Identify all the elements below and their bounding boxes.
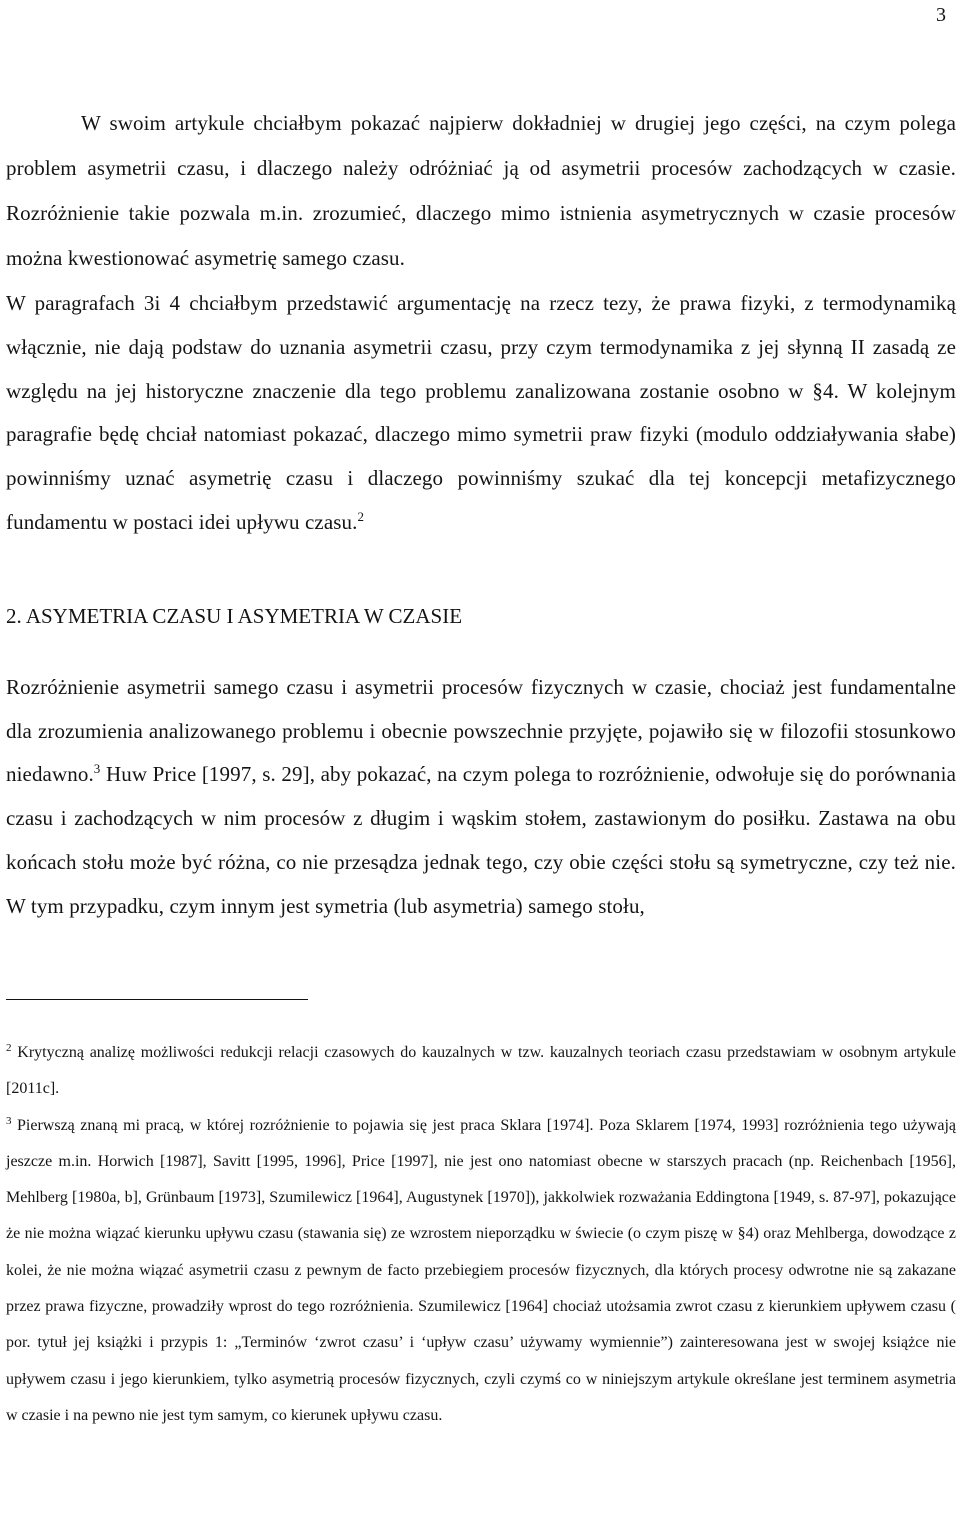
section-heading: 2. ASYMETRIA CZASU I ASYMETRIA W CZASIE	[6, 604, 463, 628]
footnote-3	[6, 1108, 956, 1435]
paragraph-intro: W swoim artykule chciałbym pokazać najpierw dokładniej w drugiej jego części, na czym polega problem asymetrii czasu, i dlaczego należy odróżniać ją od asymetrii procesów zachodzących w czasie. Rozróżnienie takie pozwala m.in. zrozumieć, dlaczego mimo istnienia asymetrycznych w czasie procesów można kwestionować asymetrię samego czasu.	[6, 111, 956, 270]
paragraph-section-2-text-b: Huw Price [1997, s. 29], aby pokazać, na czym polega to rozróżnienie, odwołuje się do porównania czasu i zachodzących w nim procesów z długim i wąskim stołem, zastawionym do posiłku. Zastawa na obu końcach stołu może być różna, co nie przesądza jednak tego, czy obie części stołu są symetryczne, czy też nie. W tym przypadku, czym innym jest symetria (lub asymetria) samego stołu,	[6, 762, 956, 918]
footnote-text: Krytyczną analizę możliwości redukcji relacji czasowych do kauzalnych w tzw. kauzalnych teoriach czasu przedstawiam w osobnym artykule [2011c].	[6, 1044, 956, 1098]
page-number: 3	[936, 4, 946, 26]
footnote-text: Pierwszą znaną mi pracą, w której rozróżnienie to pojawia się jest praca Sklara [1974]. Poza Sklarem [1974, 1993] rozróżnienia tego używają jeszcze m.in. Horwich [1987], Savitt [1995, 1996], Price [1997], nie jest ono natomiast obecne w starszych pracach (np. Reichenbach [1956], Mehlberg [1980a, b], Grünbaum [1973], Szumilewicz [1964], Augustynek [1970]), jakkolwiek rozważania Eddingtona [1949, s. 87-97], pokazujące że nie można wiązać kierunku upływu czasu (stawania się) ze wzrostem nieporządku w świecie (o czym piszę w §4) oraz Mehlberga, dowodzące z kolei, że nie można wiązać asymetrii czasu z pewnym de facto przebiegiem procesów fizycznych, dla których procesy odwrotne nie są zakazane przez prawa fizyczne, prowadziły wprost do tego rozróżnienia. Szumilewicz [1964] chociaż utożsamia zwrot czasu z kierunkiem upływem czasu ( por. tytuł jej książki i przypis 1: „Terminów ‘zwrot czasu’ i ‘upływ czasu’ używamy wymiennie”) zainteresowana jest w swojej książce nie upływem czasu i jego kierunkiem, tylko asymetrią procesów fizycznych, czyli czymś co w niniejszym artykule określane jest terminem asymetria w czasie i na pewno nie jest tym samym, co kierunek upływu czasu.	[6, 1116, 956, 1424]
footnote-2	[6, 1035, 956, 1108]
footnote-ref-2[interactable]: 2	[357, 508, 365, 524]
footnote-separator	[6, 999, 308, 1000]
paragraph-section-2-text-a: Rozróżnienie asymetrii samego czasu i asymetrii procesów fizycznych w czasie, chociaż jest fundamentalne dla zrozumienia analizowanego problemu i obecnie powszechnie przyjęte, pojawiło się w filozofii stosunkowo niedawno.	[6, 675, 956, 787]
footnote-number: 2	[6, 1042, 12, 1054]
paragraph-outline-text: W paragrafach 3i 4 chciałbym przedstawić argumentację na rzecz tezy, że prawa fizyki, z termodynamiką włącznie, nie dają podstaw do uznania asymetrii czasu, przy czym termodynamika z jej słynną II zasadą ze względu na jej historyczne znaczenie dla tego problemu zanalizowana zostanie osobno w §4. W kolejnym paragrafie będę chciał natomiast pokazać, dlaczego mimo symetrii praw fizyki (modulo oddziaływania słabe) powinniśmy uznać asymetrię czasu i dlaczego powinniśmy szukać dla tej koncepcji metafizycznego fundamentu w postaci idei upływu czasu.	[6, 291, 956, 534]
footnotes	[6, 1035, 956, 1434]
footnote-number: 3	[6, 1114, 12, 1127]
footnote-ref-3[interactable]: 3	[93, 761, 101, 777]
paragraph-section-2	[6, 666, 956, 928]
paragraph-outline	[6, 282, 956, 545]
